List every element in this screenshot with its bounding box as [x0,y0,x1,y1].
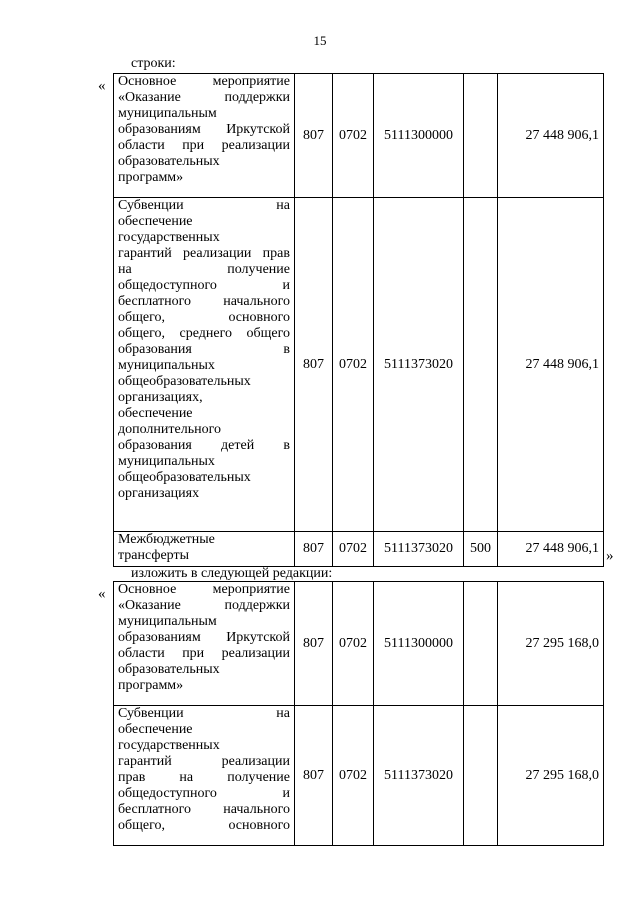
target-cell: 5111300000 [374,582,464,706]
table-row [114,582,604,706]
target-cell: 5111373020 [374,706,464,846]
new-budget-table [113,581,604,846]
row-name: Основное мероприятие «Оказание поддержки муниципальным образованиям Иркутской области при реализации образовательных программ» [114,582,295,706]
target-cell: 5111373020 [374,198,464,532]
replace-text: изложить в следующей редакции: [131,566,333,581]
grbs-cell: 807 [295,532,333,567]
section-cell: 0702 [333,532,374,567]
amount-cell: 27 448 906,1 [498,198,604,532]
amount-cell: 27 295 168,0 [498,706,604,846]
grbs-cell: 807 [295,198,333,532]
target-cell: 5111373020 [374,532,464,567]
vr-cell [464,706,498,846]
table-row [114,532,604,567]
vr-cell: 500 [464,532,498,567]
row-name: Основное мероприятие «Оказание поддержки муниципальным образованиям Иркутской области при реализации образовательных программ» [114,74,295,198]
table-row [114,74,604,198]
quote-close: » [606,548,614,564]
row-name: Межбюджетные трансферты [114,532,295,567]
table-row [114,706,604,846]
page-number: 15 [313,33,327,48]
amount-cell: 27 448 906,1 [498,532,604,567]
grbs-cell: 807 [295,74,333,198]
quote-open-1: « [98,78,106,94]
quote-open-2: « [98,586,106,602]
section-cell: 0702 [333,582,374,706]
amount-cell: 27 295 168,0 [498,582,604,706]
section-cell: 0702 [333,74,374,198]
section-cell: 0702 [333,706,374,846]
intro-text: строки: [131,56,176,71]
grbs-cell: 807 [295,706,333,846]
section-cell: 0702 [333,198,374,532]
grbs-cell: 807 [295,582,333,706]
vr-cell [464,198,498,532]
table-row [114,198,604,532]
row-name: Субвенции на обеспечение государственных гарантий реализации прав на получение общедоступного и бесплатного начального общего, основного общего, среднего общего образования в муниципальных общеобразовательных организациях, обеспечение дополнительного образования детей в муниципальных общеобразовательных организациях [114,198,295,532]
vr-cell [464,74,498,198]
target-cell: 5111300000 [374,74,464,198]
row-name: Субвенции на обеспечение государственных гарантий реализации прав на получение общедоступного и бесплатного начального общего, основного [114,706,295,846]
vr-cell [464,582,498,706]
amount-cell: 27 448 906,1 [498,74,604,198]
old-budget-table [113,73,604,567]
